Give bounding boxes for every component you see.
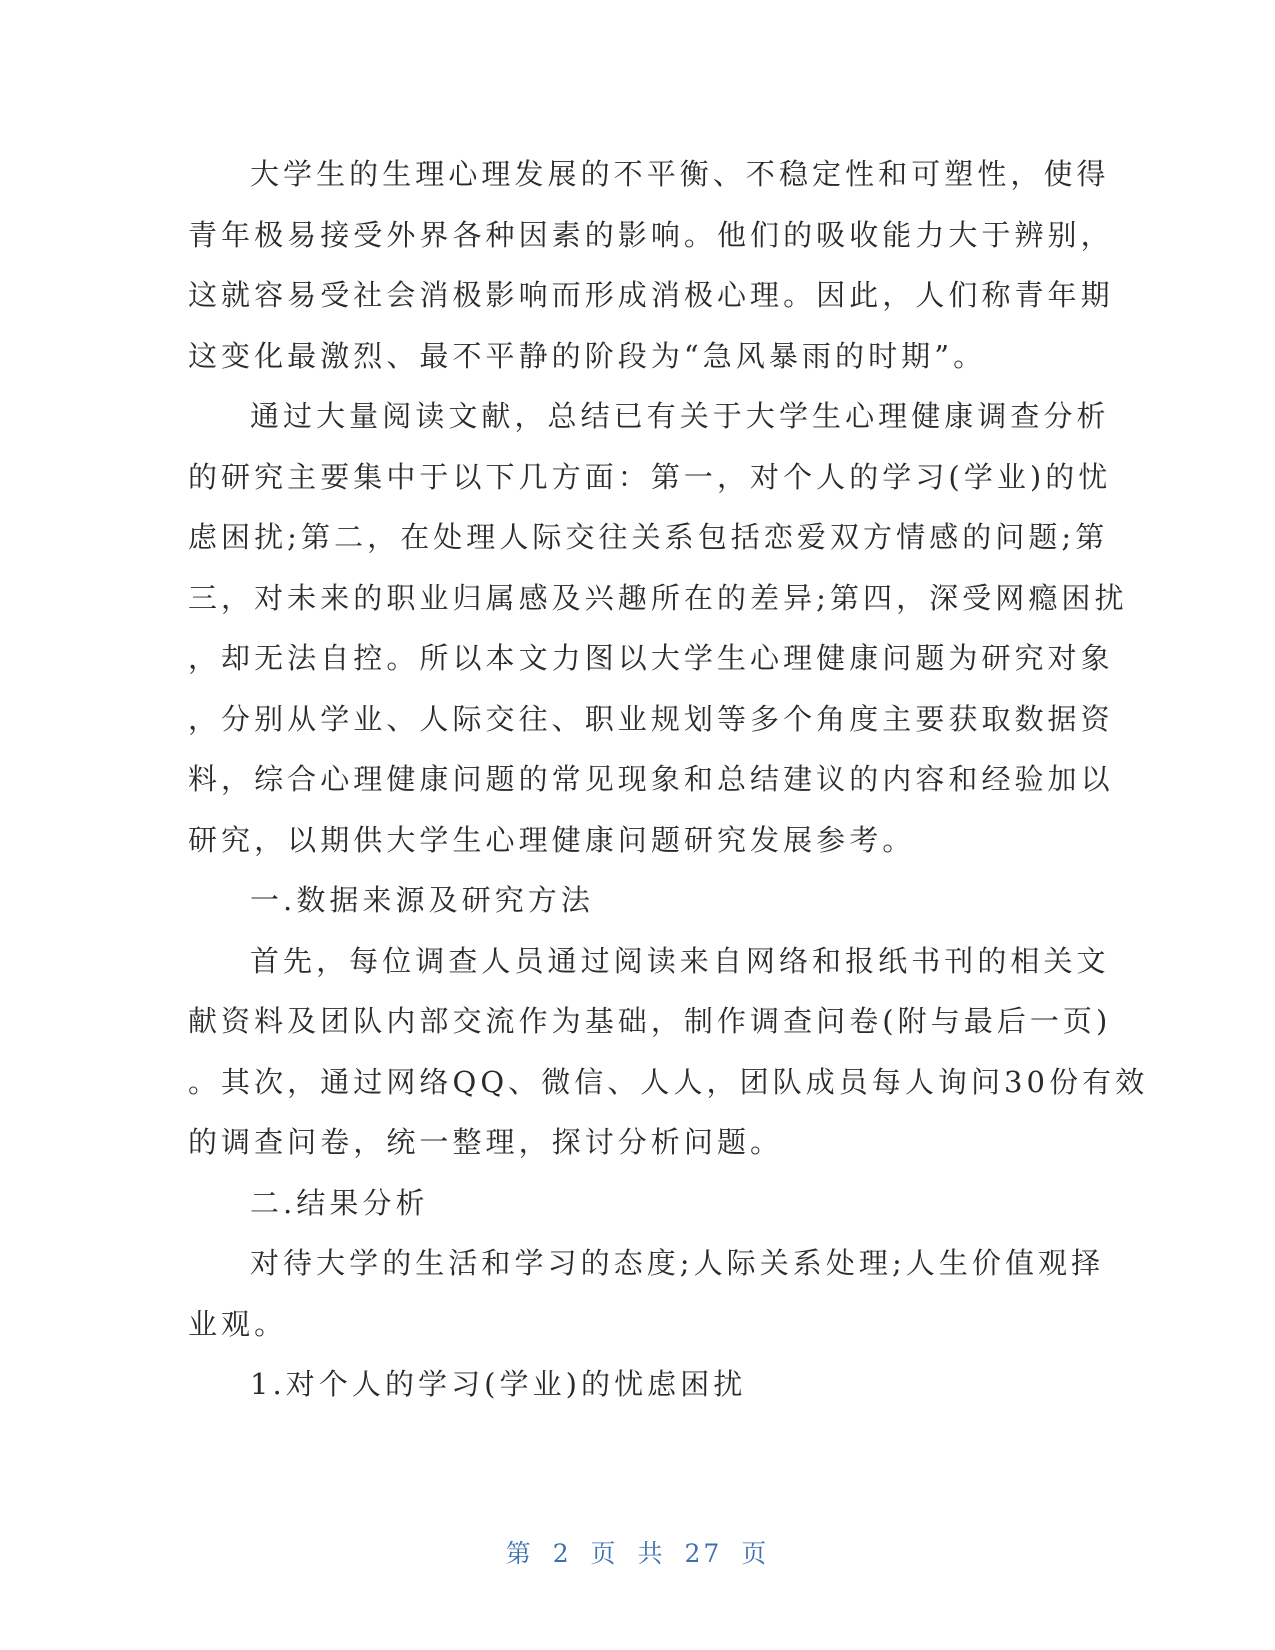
paragraph-2-line-4: 三，对未来的职业归属感及兴趣所在的差异;第四，深受网瘾困扰: [188, 580, 1128, 615]
paragraph-2-line-8: 研究，以期供大学生心理健康问题研究发展参考。: [188, 822, 916, 857]
paragraph-3-line-4: 的调查问卷，统一整理，探讨分析问题。: [188, 1125, 784, 1159]
paragraph-2-line-6: ，分别从学业、人际交往、职业规划等多个角度主要获取数据资: [188, 701, 1114, 736]
paragraph-2-line-7: 料，综合心理健康问题的常见现象和总结建议的内容和经验加以: [188, 762, 1114, 796]
footer-label-total: 共: [637, 1539, 666, 1568]
section-heading-results: 二.结果分析: [250, 1185, 429, 1220]
page-footer: [0, 1534, 1275, 1570]
section-heading-data-source: 一.数据来源及研究方法: [250, 883, 594, 917]
paragraph-2-line-2: 的研究主要集中于以下几方面：第一，对个人的学习(学业)的忧: [188, 459, 1112, 494]
paragraph-3-line-2: 献资料及团队内部交流作为基础，制作调查问卷(附与最后一页): [188, 1004, 1112, 1038]
footer-label-total-unit: 页: [741, 1539, 770, 1568]
paragraph-3-line-3: 。其次，通过网络QQ、微信、人人，团队成员每人询问30份有效: [188, 1064, 1149, 1099]
paragraph-4-line-2: 业观。: [188, 1306, 288, 1341]
paragraph-1-line-2: 青年极易接受外界各种因素的影响。他们的吸收能力大于辨别，: [188, 217, 1114, 252]
paragraph-3-line-1: 首先，每位调查人员通过阅读来自网络和报纸书刊的相关文: [250, 943, 1110, 978]
paragraph-1-line-3: 这就容易受社会消极影响而形成消极心理。因此，人们称青年期: [188, 278, 1114, 312]
paragraph-2-line-1: 通过大量阅读文献，总结已有关于大学生心理健康调查分析: [250, 399, 1110, 433]
document-body: [188, 144, 1149, 1415]
paragraph-2-line-5: ，却无法自控。所以本文力图以大学生心理健康问题为研究对象: [188, 641, 1114, 675]
subsection-heading-study-worry: 1.对个人的学习(学业)的忧虑困扰: [250, 1367, 747, 1401]
paragraph-4-line-1: 对待大学的生活和学习的态度;人际关系处理;人生价值观择: [250, 1246, 1105, 1280]
footer-total-pages: 27: [684, 1539, 723, 1568]
footer-label-page-unit: 页: [590, 1539, 619, 1568]
paragraph-1-line-1: 大学生的生理心理发展的不平衡、不稳定性和可塑性，使得: [250, 157, 1110, 191]
paragraph-1-line-4: 这变化最激烈、最不平静的阶段为“急风暴雨的时期”。: [188, 338, 987, 373]
footer-label-page: 第: [505, 1539, 534, 1568]
footer-current-page: 2: [552, 1539, 572, 1568]
paragraph-2-line-3: 虑困扰;第二，在处理人际交往关系包括恋爱双方情感的问题;第: [188, 520, 1109, 554]
